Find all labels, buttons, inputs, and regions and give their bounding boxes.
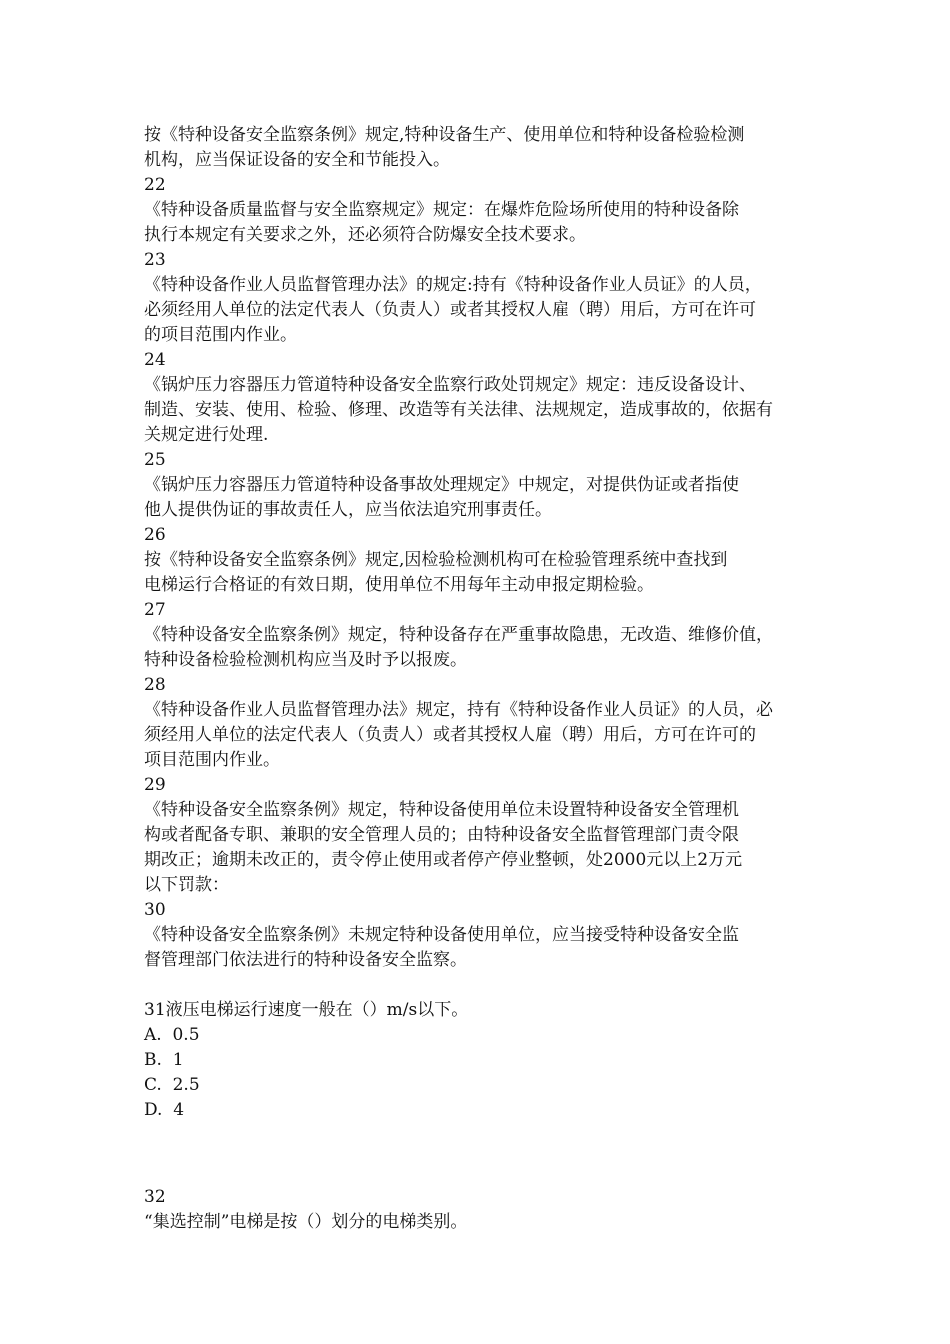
text-line: 《特种设备安全监察条例》规定，特种设备使用单位未设置特种设备安全管理机 [144,800,739,820]
text-line: 期改正；逾期未改正的，责令停止使用或者停产停业整顿，处2000元以上2万元 [144,850,743,870]
option-d: D. 4 [144,1100,185,1120]
text-line: 《锅炉压力容器压力管道特种设备事故处理规定》中规定，对提供伪证或者指使 [144,475,739,495]
text-line: 《特种设备作业人员监督管理办法》的规定:持有《特种设备作业人员证》的人员， [144,275,762,295]
question-stem: “集选控制”电梯是按（）划分的电梯类别。 [144,1212,468,1232]
text-line: 必须经用人单位的法定代表人（负责人）或者其授权人雇（聘）用后，方可在许可 [144,300,756,320]
text-line: 电梯运行合格证的有效日期，使用单位不用每年主动申报定期检验。 [144,575,654,595]
item-27-text [144,623,812,673]
item-number-23: 23 [144,250,166,270]
question-31 [144,998,812,1123]
blank-line [144,973,812,998]
item-number-29: 29 [144,775,166,795]
text-line: 关规定进行处理. [144,425,269,445]
item-number-28: 28 [144,675,166,695]
item-25-text [144,473,812,523]
text-line: 《特种设备作业人员监督管理办法》规定，持有《特种设备作业人员证》的人员，必 [144,700,773,720]
question-stem: 31液压电梯运行速度一般在（）m/s以下。 [144,1000,469,1020]
item-number-22: 22 [144,175,166,195]
text-line: 《特种设备安全监察条例》未规定特种设备使用单位，应当接受特种设备安全监 [144,925,739,945]
text-line: 须经用人单位的法定代表人（负责人）或者其授权人雇（聘）用后，方可在许可的 [144,725,756,745]
item-number-24: 24 [144,350,166,370]
item-number-26: 26 [144,525,166,545]
text-line: 《特种设备安全监察条例》规定，特种设备存在严重事故隐患，无改造、维修价值， [144,625,773,645]
text-line: 按《特种设备安全监察条例》规定,特种设备生产、使用单位和特种设备检验检测 [144,125,745,145]
text-line: 制造、安装、使用、检验、修理、改造等有关法律、法规规定，造成事故的，依据有 [144,400,773,420]
item-22-text [144,198,812,248]
text-line: 他人提供伪证的事故责任人，应当依法追究刑事责任。 [144,500,552,520]
text-line: 督管理部门依法进行的特种设备安全监察。 [144,950,467,970]
text-line: 的项目范围内作业。 [144,325,297,345]
text-line: 《锅炉压力容器压力管道特种设备安全监察行政处罚规定》规定：违反设备设计、 [144,375,756,395]
item-23-text [144,273,812,348]
text-line: 《特种设备质量监督与安全监察规定》规定：在爆炸危险场所使用的特种设备除 [144,200,739,220]
text-line: 项目范围内作业。 [144,750,280,770]
item-number-30: 30 [144,900,166,920]
item-number-27: 27 [144,600,166,620]
option-b: B. 1 [144,1050,184,1070]
item-26-text [144,548,812,598]
option-c: C. 2.5 [144,1075,200,1095]
blank-space [144,1123,812,1185]
item-28-text [144,698,812,773]
document-body [144,123,812,1235]
item-24-text [144,373,812,448]
text-line: 构或者配备专职、兼职的安全管理人员的；由特种设备安全监督管理部门责令限 [144,825,739,845]
item-number-25: 25 [144,450,166,470]
text-line: 机构，应当保证设备的安全和节能投入。 [144,150,450,170]
option-a: A. 0.5 [144,1025,200,1045]
item-number-32: 32 [144,1187,166,1207]
text-line: 特种设备检验检测机构应当及时予以报废。 [144,650,467,670]
item-29-text [144,798,812,898]
text-line: 执行本规定有关要求之外，还必须符合防爆安全技术要求。 [144,225,586,245]
text-line: 以下罚款： [144,875,229,895]
question-32 [144,1185,812,1235]
text-line: 按《特种设备安全监察条例》规定,因检验检测机构可在检验管理系统中查找到 [144,550,728,570]
item-21-text [144,123,812,173]
item-30-text [144,923,812,973]
